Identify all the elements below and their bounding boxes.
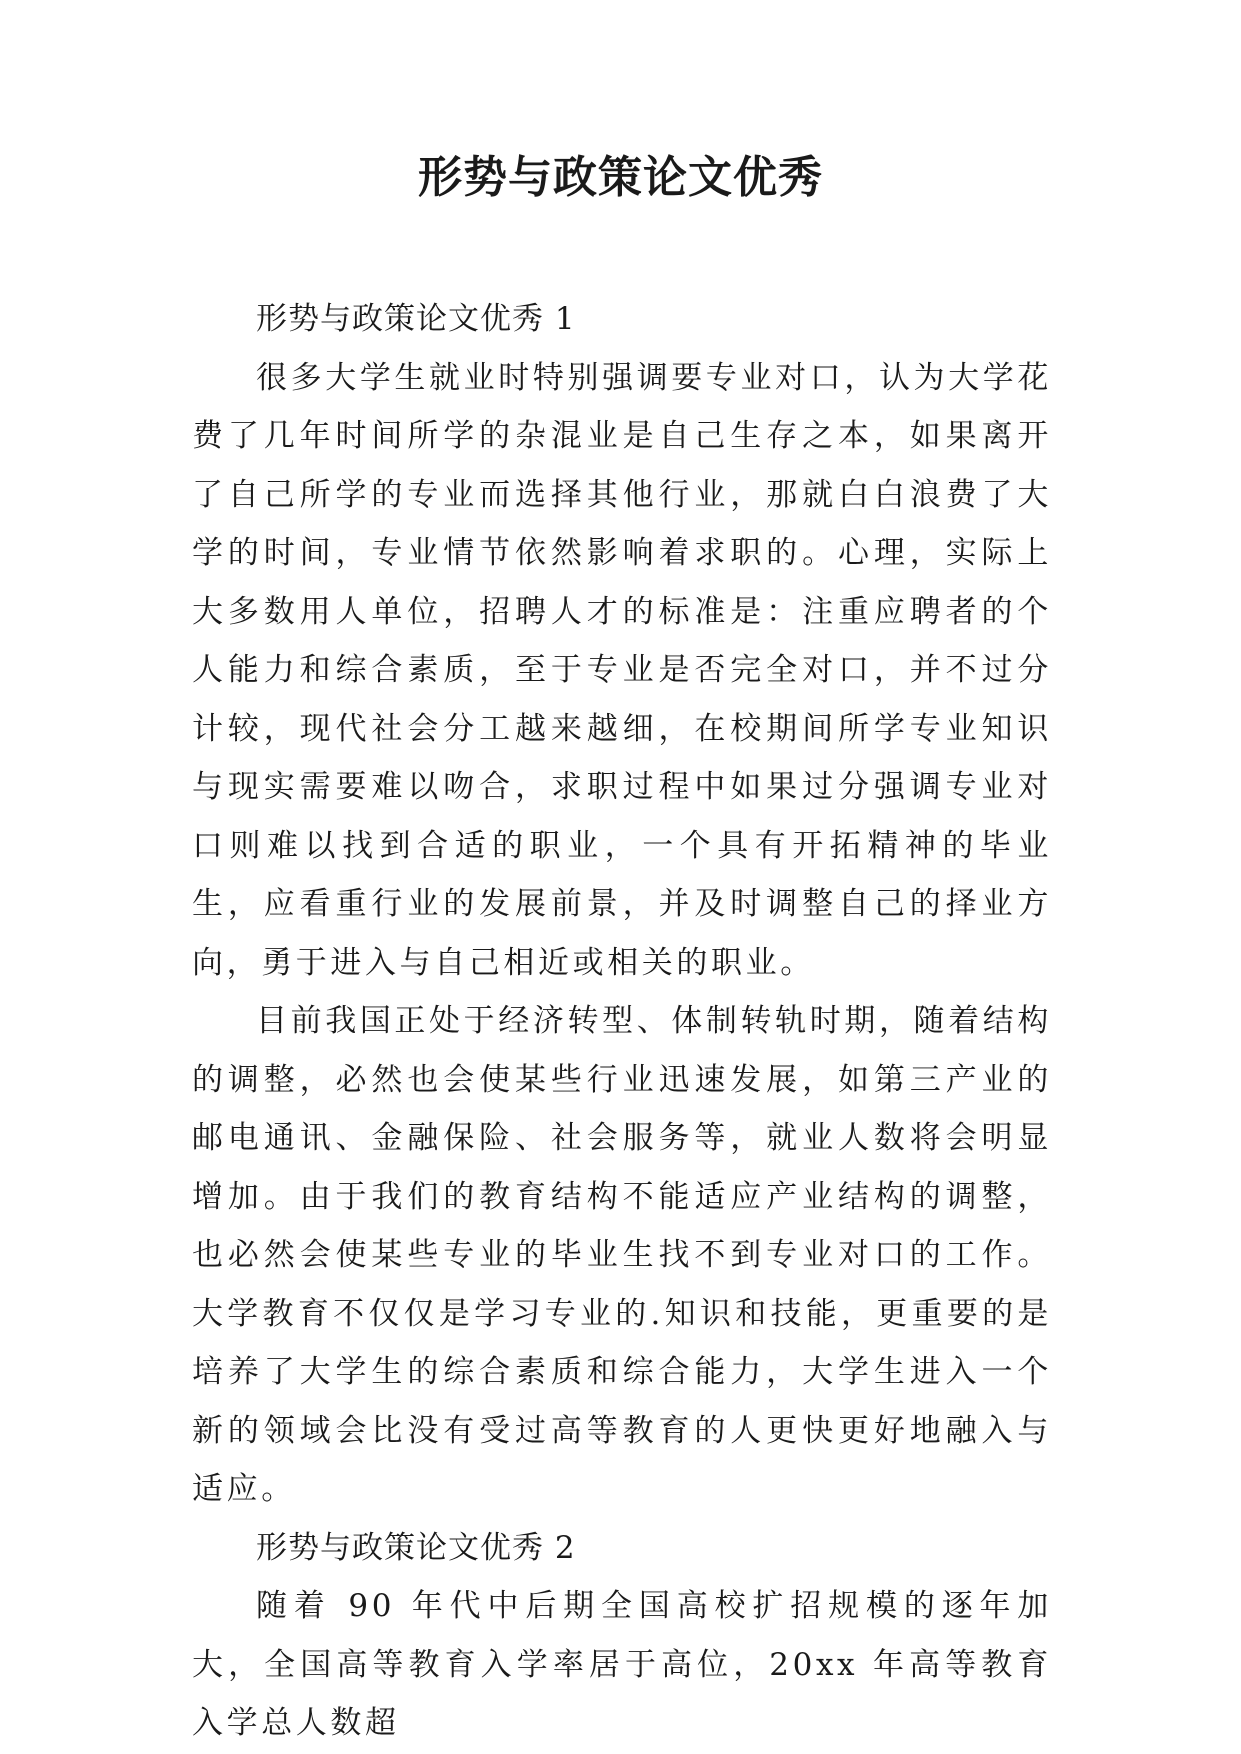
section-heading-1: 形势与政策论文优秀 1 [256, 301, 576, 337]
paragraph: 随着 90 年代中后期全国高校扩招规模的逐年加大，全国高等教育入学率居于高位，20xx 年高等教育入学总人数超 [192, 1588, 1052, 1741]
section-heading-2: 形势与政策论文优秀 2 [256, 1529, 576, 1566]
document-body [192, 290, 1052, 1753]
document-title: 形势与政策论文优秀 [418, 152, 823, 203]
paragraph: 很多大学生就业时特别强调要专业对口，认为大学花费了几年时间所学的杂混业是自己生存之本，如果离开了自己所学的专业而选择其他行业，那就白白浪费了大学的时间，专业情节依然影响着求职的。心理，实际上大多数用人单位，招聘人才的标准是：注重应聘者的个人能力和综合素质，至于专业是否完全对口，并不过分计较，现代社会分工越来越细，在校期间所学专业知识与现实需要难以吻合，求职过程中如果过分强调专业对口则难以找到合适的职业，一个具有开拓精神的毕业生，应看重行业的发展前景，并及时调整自己的择业方向，勇于进入与自己相近或相关的职业。 [192, 359, 1052, 981]
paragraph: 目前我国正处于经济转型、体制转轨时期，随着结构的调整，必然也会使某些行业迅速发展，如第三产业的邮电通讯、金融保险、社会服务等，就业人数将会明显增加。由于我们的教育结构不能适应产业结构的调整，也必然会使某些专业的毕业生找不到专业对口的工作。大学教育不仅仅是学习专业的.知识和技能，更重要的是培养了大学生的综合素质和综合能力，大学生进入一个新的领域会比没有受过高等教育的人更快更好地融入与适应。 [192, 1003, 1052, 1507]
